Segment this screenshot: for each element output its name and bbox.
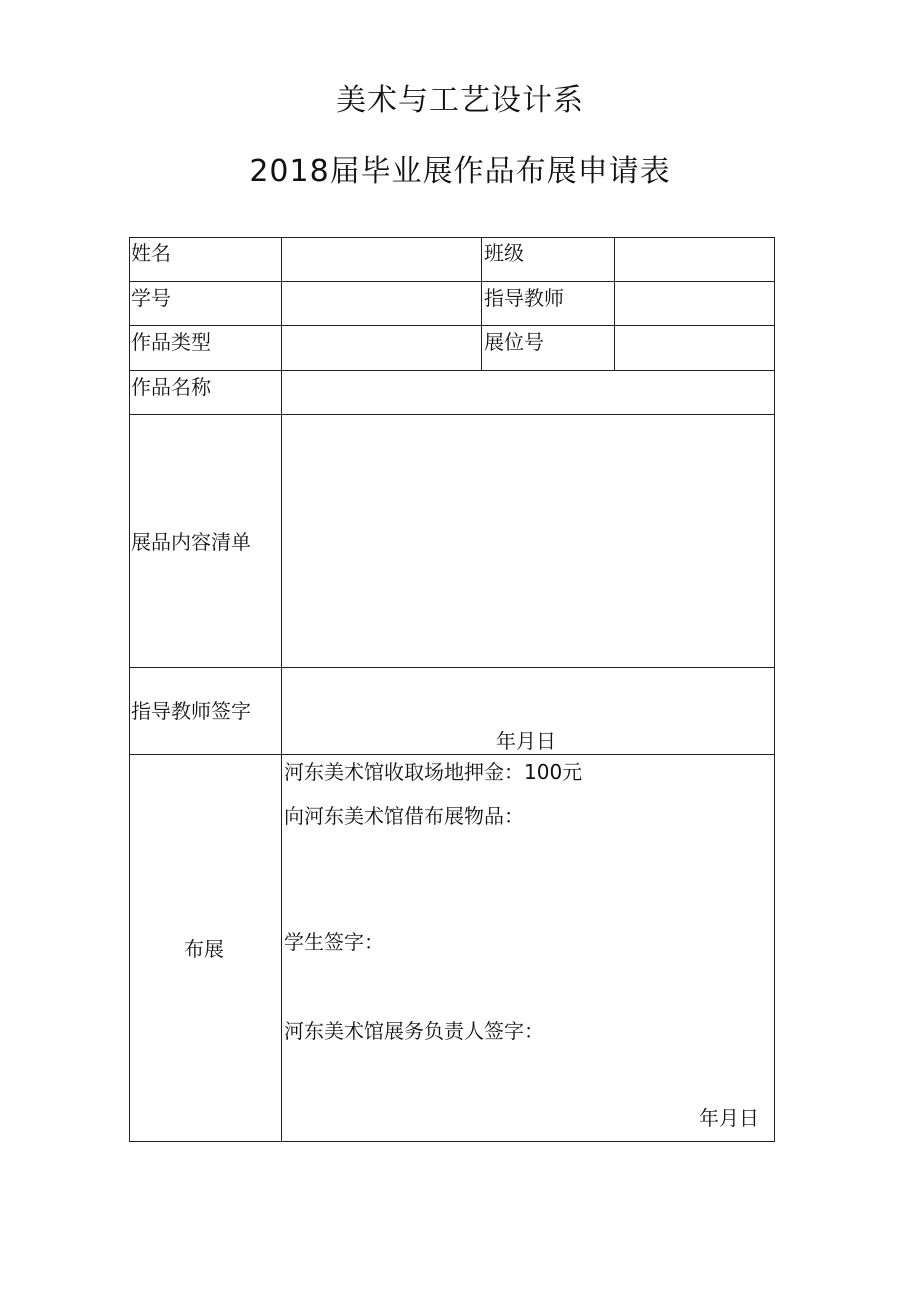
setup-label: 布展: [184, 937, 224, 961]
form-title: 2018届毕业展作品布展申请表: [249, 154, 671, 189]
work-title-label: 作品名称: [131, 375, 211, 399]
student-signature-label: 学生签字：: [284, 930, 384, 954]
table-column-divider: [281, 237, 282, 1141]
table-column-divider: [481, 237, 482, 370]
exhibit-list-label: 展品内容清单: [131, 530, 251, 554]
gallery-signature-label: 河东美术馆展务负责人签字：: [284, 1019, 544, 1043]
name-label: 姓名: [131, 241, 171, 265]
class-label: 班级: [484, 241, 524, 265]
booth-number-label: 展位号: [484, 330, 544, 354]
table-border-right: [774, 237, 775, 1141]
form-title-department: 美术与工艺设计系: [336, 83, 584, 118]
borrow-items-text: 向河东美术馆借布展物品：: [284, 804, 524, 828]
table-row-divider: [129, 281, 775, 282]
advisor-signature-label: 指导教师签字: [131, 699, 251, 723]
table-row-divider: [129, 414, 775, 415]
work-type-label: 作品类型: [131, 330, 211, 354]
table-row-divider: [129, 370, 775, 371]
setup-signature-date: 年月日: [699, 1106, 759, 1130]
advisor-signature-date: 年月日: [496, 729, 556, 753]
table-row-divider: [129, 754, 775, 755]
table-row-divider: [129, 325, 775, 326]
table-row-divider: [129, 667, 775, 668]
table-border-bottom: [129, 1141, 775, 1142]
advisor-label: 指导教师: [484, 286, 564, 310]
deposit-text: 河东美术馆收取场地押金：100元: [284, 760, 583, 784]
student-id-label: 学号: [131, 286, 171, 310]
table-border-top: [129, 237, 775, 238]
table-border-left: [129, 237, 130, 1141]
table-column-divider: [614, 237, 615, 370]
